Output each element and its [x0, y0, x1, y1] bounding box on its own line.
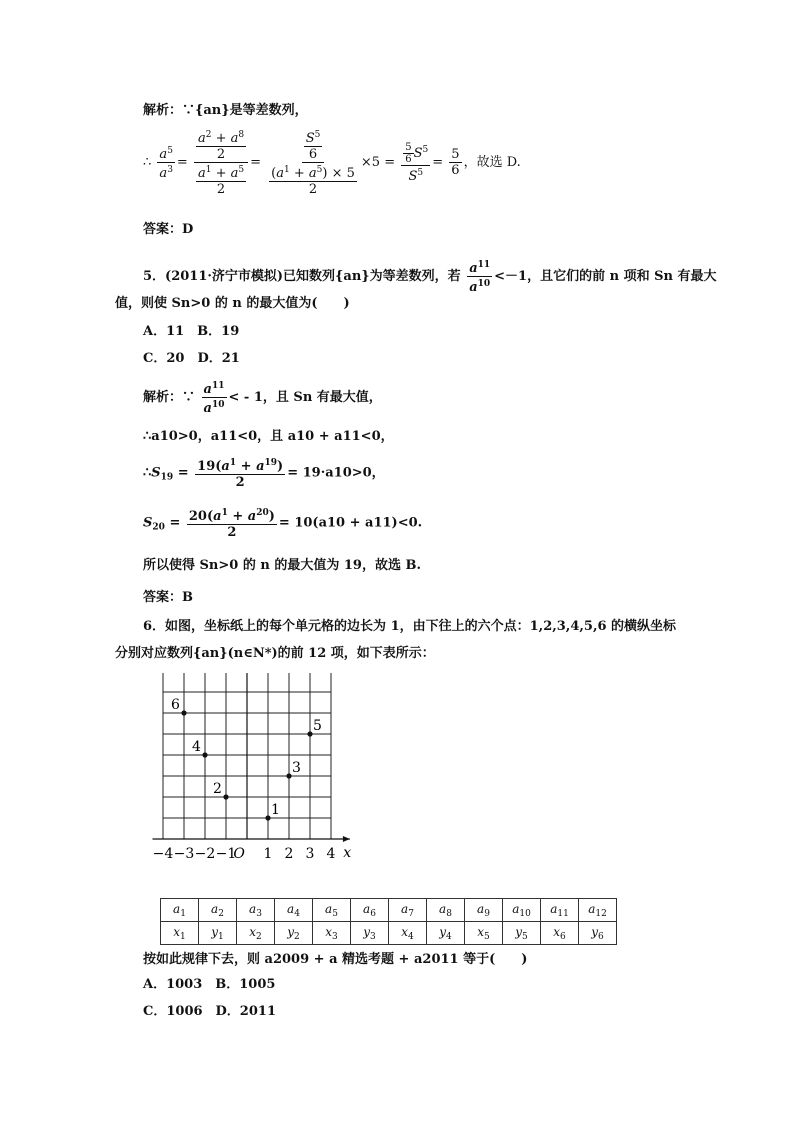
frac-a5-a3: $\frac{a^5}{a^3}$	[159, 146, 173, 181]
table-row	[161, 899, 617, 922]
q5-step2: $\therefore S_{19}$ = $\frac{19(a^1 + a^{19})}{2}$ = 19·a10>0，	[143, 458, 385, 490]
table-cell: $a_7$	[389, 899, 427, 922]
q6-stem-line2: 分别对应数列{an}(n∈N*)的前 12 项，如下表所示：	[115, 646, 435, 661]
table-cell: $a_4$	[275, 899, 313, 922]
x-tick-label: −2	[194, 846, 216, 862]
x-tick-label: 2	[284, 846, 294, 862]
table-cell: $a_{12}$	[579, 899, 617, 922]
x-tick-label: −1	[215, 846, 237, 862]
q5-conclusion: 所以使得 Sn>0 的 n 的最大值为 19，故选 B.	[143, 558, 421, 573]
q5-options-row1: A．11 B．19	[143, 324, 240, 339]
point-marker	[286, 773, 291, 778]
q6-stem-line1: 6．如图，坐标纸上的每个单元格的边长为 1，由下往上的六个点：1,2,3,4,5,6 的横纵坐标	[143, 619, 677, 634]
q5-stem-part-b: <－1，且它们的前 n 项和 Sn 有最大	[494, 269, 717, 284]
table-cell: $a_3$	[237, 899, 275, 922]
x-tick-label: 1	[263, 846, 273, 862]
coordinate-grid	[145, 673, 370, 883]
analysis-text: ∵{an}是等差数列，	[182, 103, 308, 118]
x-axis-arrow	[343, 836, 350, 842]
table-cell: $a_2$	[199, 899, 237, 922]
q5-stem-line1	[143, 258, 717, 295]
q5-stem-line2: 值，则使 Sn>0 的 n 的最大值为( )	[115, 296, 350, 311]
q5-step3-tail: = 10(a10 + a11)<0.	[278, 515, 423, 531]
q5-step2-tail: = 19·a10>0，	[287, 465, 385, 481]
q6-options-row2: C．1006 D．2011	[143, 1004, 276, 1019]
table-cell: $a_{10}$	[503, 899, 541, 922]
point-label: 1	[271, 802, 280, 818]
frac-a11-a10: $\frac{a^{11}}{a^{10}}$	[469, 260, 491, 295]
q6-question: 按如此规律下去，则 a2009 + a 精选考题 + a2011 等于( )	[143, 952, 528, 967]
frac-five-sixths: $\frac{5}{6}$	[451, 147, 460, 178]
q6-options-row1: A．1003 B．1005	[143, 977, 276, 992]
q5-step1: ∴a10>0，a11<0，且 a10 + a11<0，	[143, 429, 394, 444]
q5-analysis-part-a: 解析：∵	[143, 390, 196, 405]
sequence-table	[160, 898, 617, 945]
p4-formula: ∴ $\frac{a^5}{a^3}$ = $\frac{\frac{a^2 + a^8}{2}}{\frac{a^1 + a^5}{2}}$ = $\frac{\frac{S^5}{6}}{\frac{(a^1 + a^5) \times 5}{2}}$ ×5 = $\frac{5}{6}$ $S^5$ $S^5$ = $\frac{5}{6}$ ，故选 D.	[143, 130, 521, 197]
frac-s20: $\frac{20(a^1 + a^{20})}{2}$	[188, 508, 275, 540]
analysis-label: 解析：	[143, 103, 183, 118]
table-cell: $x_1$	[161, 922, 199, 945]
frac-mid-1: $\frac{\frac{a^2 + a^8}{2}}{\frac{a^1 + a^5}{2}}$	[194, 128, 248, 197]
table-cell: $a_8$	[427, 899, 465, 922]
table-cell: $a_1$	[161, 899, 199, 922]
frac-mid-2: $\frac{\frac{S^5}{6}}{\frac{(a^1 + a^5) \times 5}{2}}$	[271, 130, 355, 197]
table-cell: $y_2$	[275, 922, 313, 945]
table-cell: $y_6$	[579, 922, 617, 945]
q5-options-row2: C．20 D．21	[143, 351, 240, 366]
x-tick-label: 4	[326, 846, 336, 862]
times-five: ×5 =	[360, 155, 396, 170]
table-cell: $x_5$	[465, 922, 503, 945]
point-marker	[181, 710, 186, 715]
point-marker	[223, 794, 228, 799]
point-label: 3	[292, 760, 301, 776]
x-tick-label: −4	[152, 846, 174, 862]
q5-step3: $S_{20}$ = $\frac{20(a^1 + a^{20})}{2}$ = 10(a10 + a11)<0.	[143, 508, 423, 540]
point-marker	[307, 731, 312, 736]
table-cell: $y_3$	[351, 922, 389, 945]
x-tick-label: −3	[173, 846, 195, 862]
point-label: 4	[192, 739, 201, 755]
table-cell: $a_9$	[465, 899, 503, 922]
q5-stem-part-a: 5．(2011·济宁市模拟)已知数列{an}为等差数列，若	[143, 269, 461, 284]
p4-analysis-line	[143, 103, 308, 119]
point-marker	[265, 815, 270, 820]
q5-answer: 答案：B	[143, 590, 193, 605]
table-cell: $a_6$	[351, 899, 389, 922]
table-cell: $y_1$	[199, 922, 237, 945]
axes	[153, 673, 350, 842]
point-marker	[202, 752, 207, 757]
x-tick-label: 3	[305, 846, 315, 862]
table-cell: $x_2$	[237, 922, 275, 945]
table-cell: $y_4$	[427, 922, 465, 945]
p4-answer: 答案：D	[143, 222, 194, 237]
table-cell: $x_6$	[541, 922, 579, 945]
table-cell: $x_3$	[313, 922, 351, 945]
point-label: 5	[313, 718, 322, 734]
point-label: 6	[171, 697, 180, 713]
point-label: 2	[213, 781, 222, 797]
q5-analysis-line	[143, 379, 382, 416]
q5-analysis-part-b: < - 1，且 Sn 有最大值，	[228, 390, 382, 405]
p4-conclusion: ，故选 D.	[463, 155, 521, 170]
origin-label: O	[233, 846, 245, 862]
table-cell: $x_4$	[389, 922, 427, 945]
x-axis-label: x	[343, 845, 352, 861]
table-row	[161, 922, 617, 945]
frac-s19: $\frac{19(a^1 + a^{19})}{2}$	[197, 458, 284, 490]
table-cell: $a_5$	[313, 899, 351, 922]
table-cell: $y_5$	[503, 922, 541, 945]
table-cell: $a_{11}$	[541, 899, 579, 922]
frac-mid-3: $\frac{5}{6}$ $S^5$ $S^5$	[401, 142, 430, 184]
frac-a11-a10-2: $\frac{a^{11}}{a^{10}}$	[203, 381, 225, 416]
